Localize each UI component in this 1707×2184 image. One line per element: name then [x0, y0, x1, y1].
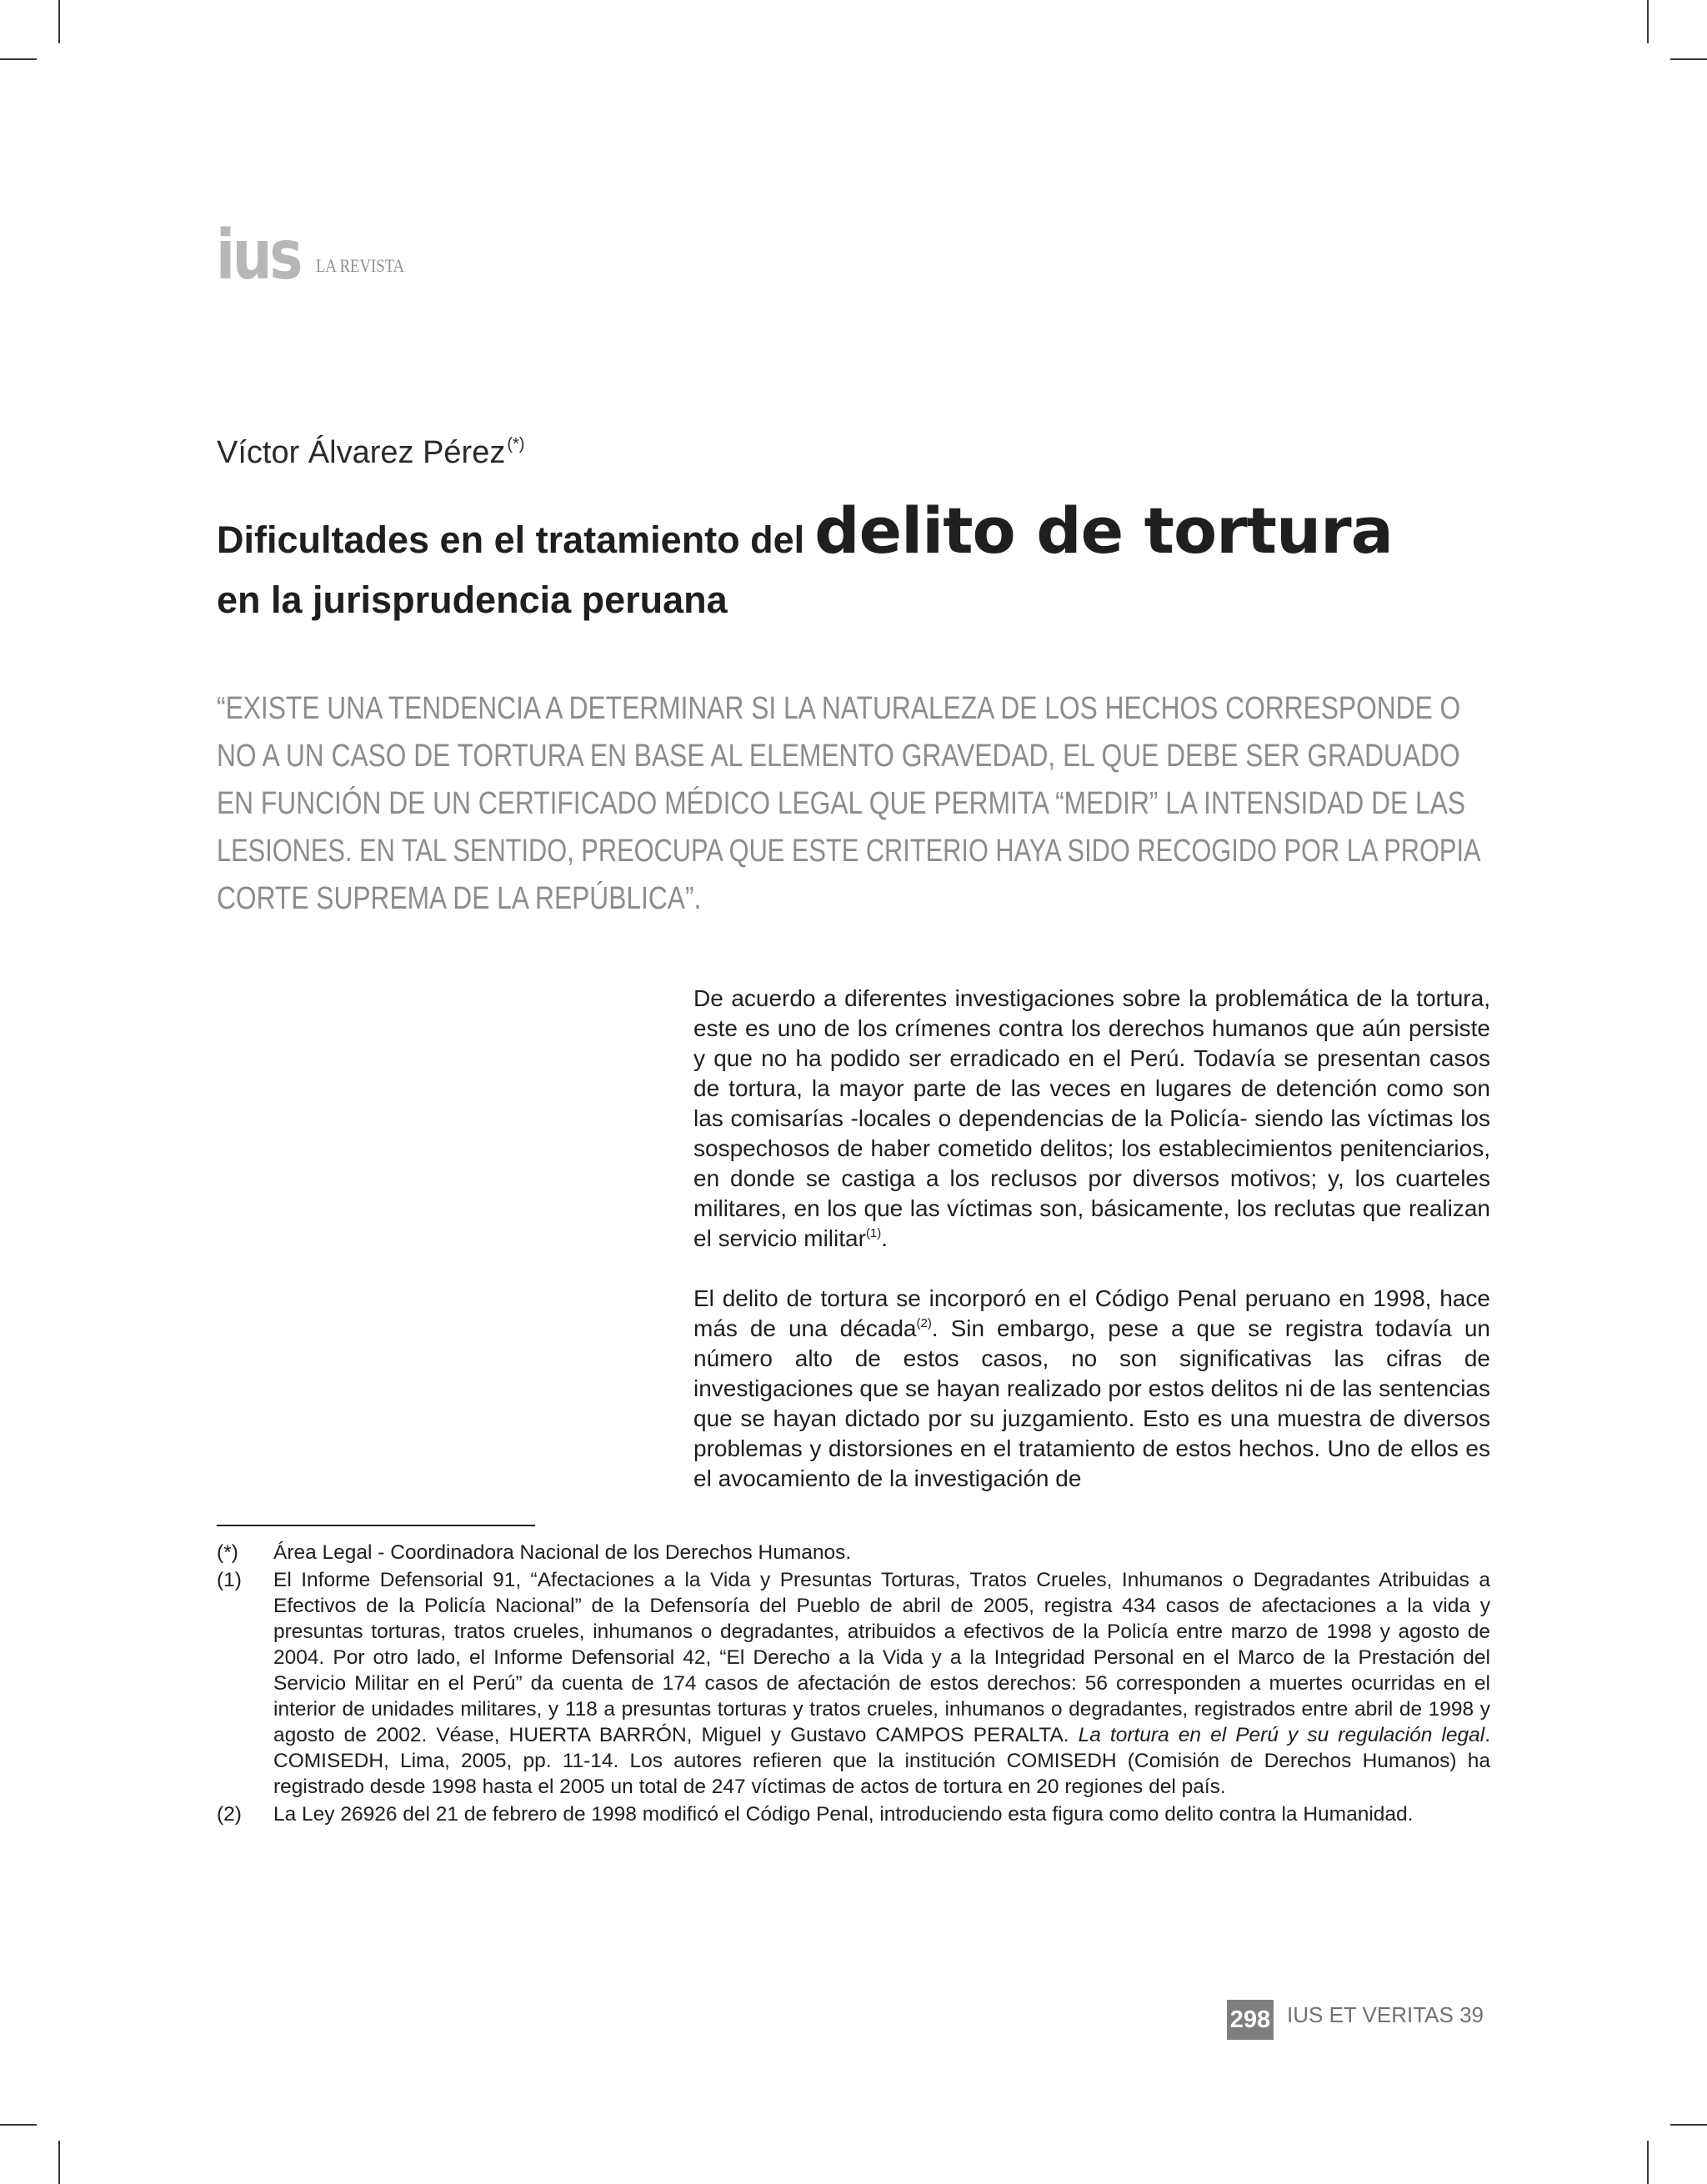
footnote-mark: (2): [217, 1803, 242, 1826]
paragraph-end: .: [881, 1225, 889, 1251]
logo-subtitle: LA REVISTA: [316, 255, 405, 276]
paragraph-text: . Sin embargo, pese a que se registra todavía un número alto de estos casos, no son significativas las cifras de investigaciones que se hayan realizado por estos delitos ni de las sentencias que se hayan dictado por su juzgamiento. Esto es una muestra de diversos problemas y distorsiones en el tratamiento de estos hechos. Uno de ellos es el avocamiento de la investigación de: [693, 1315, 1490, 1491]
pull-quote-line: EN FUNCIÓN DE UN CERTIFICADO MÉDICO LEGAL QUE PERMITA “MEDIR” LA INTENSIDAD DE LAS: [217, 786, 1465, 821]
author-note-mark: (*): [507, 435, 525, 453]
title-line-2: en la jurisprudencia peruana: [217, 579, 728, 621]
pull-quote-line: CORTE SUPREMA DE LA REPÚBLICA”.: [217, 881, 702, 916]
author-name: Víctor Álvarez Pérez: [217, 435, 506, 470]
crop-mark: [1670, 2124, 1707, 2126]
body-paragraph-1: [693, 984, 1490, 1254]
pull-quote-line: “EXISTE UNA TENDENCIA A DETERMINAR SI LA NATURALEZA DE LOS HECHOS CORRESPONDE O: [217, 691, 1461, 726]
footnote-1: [217, 1567, 1490, 1800]
footnote-rule: [217, 1525, 535, 1526]
footnotes: [217, 1540, 1490, 1829]
pull-quote: [217, 685, 1492, 923]
article-title: [217, 493, 1393, 568]
pull-quote-line: LESIONES. EN TAL SENTIDO, PREOCUPA QUE ESTE CRITERIO HAYA SIDO RECOGIDO POR LA PROPIA: [217, 834, 1481, 869]
logo-mark: ius: [216, 216, 301, 295]
footnote-text-part: El Informe Defensorial 91, “Afectaciones a la Vida y Presuntas Torturas, Tratos Crueles, Inhumanos o Degradantes Atribuidas a Efectivos de la Policía Nacional” de la Defensoría del Pueblo de abril de 2005, registra 434 casos de afectaciones a la vida y presuntas torturas, tratos crueles, inhumanos o degradantes, atribuidos a efectivos de la Policía entre marzo de 1998 y agosto de 2004. Por otro lado, el Informe Defensorial 42, “El Derecho a la Vida y a la Integridad Personal en el Marco de la Prestación del Servicio Militar en el Perú” da cuenta de 174 casos de afectación de estos derechos: 56 corresponden a muertes ocurridas en el interior de unidades militares, y 118 a presuntas torturas y tratos crueles, inhumanos o degradantes, registrados entre abril de 1998 y agosto de 2002. Véase, HUERTA BARRÓN, Miguel y Gustavo CAMPOS PERALTA.: [273, 1569, 1490, 1746]
pull-quote-line: NO A UN CASO DE TORTURA EN BASE AL ELEMENTO GRAVEDAD, EL QUE DEBE SER GRADUADO: [217, 739, 1460, 774]
crop-mark: [1647, 2141, 1649, 2184]
cited-book-title: La tortura en el Perú y su regulación legal: [1078, 1724, 1485, 1746]
paragraph-text: El delito de tortura se incorporó en el Código Penal peruano en 1998, hace más de una década: [693, 1285, 1490, 1341]
crop-mark: [0, 58, 37, 60]
footnote-mark: (1): [217, 1569, 242, 1591]
crop-mark: [58, 0, 60, 43]
footnote-author: [217, 1540, 1490, 1565]
footnote-text: La Ley 26926 del 21 de febrero de 1998 modificó el Código Penal, introduciendo esta figura como delito contra la Humanidad.: [273, 1803, 1414, 1826]
footnote-ref-2[interactable]: (2): [916, 1316, 932, 1330]
footnote-mark: (*): [217, 1541, 238, 1564]
page-number: 298: [1227, 2000, 1274, 2040]
crop-mark: [1670, 58, 1707, 60]
footnote-ref-1[interactable]: (1): [865, 1226, 882, 1240]
article-body: [693, 984, 1490, 1524]
crop-mark: [58, 2141, 60, 2184]
footnote-text: Área Legal - Coordinadora Nacional de los Derechos Humanos.: [273, 1541, 852, 1564]
title-part-1: Dificultades en el tratamiento del: [217, 518, 805, 561]
paragraph-text: De acuerdo a diferentes investigaciones sobre la problemática de la tortura, este es uno de los crímenes contra los derechos humanos que aún persiste y que no ha podido ser erradicado en el Perú. Todavía se presentan casos de tortura, la mayor parte de las veces en lugares de detención como son las comisarías -locales o dependencias de la Policía- siendo las víctimas los sospechosos de haber cometido delitos; los establecimientos penitenciarios, en donde se castiga a los reclusos por diversos motivos; y, los cuarteles militares, en los que las víctimas son, básicamente, los reclutas que realizan el servicio militar: [693, 985, 1490, 1251]
crop-mark: [0, 2124, 37, 2126]
body-paragraph-2: [693, 1284, 1490, 1494]
footnote-text: [273, 1567, 1490, 1800]
footnote-2: [217, 1801, 1490, 1827]
journal-name: IUS ET VERITAS 39: [1287, 2002, 1484, 2027]
crop-mark: [1647, 0, 1649, 43]
title-part-2: delito de tortura: [814, 493, 1393, 568]
footnote-text-part: . COMISEDH, Lima, 2005, pp. 11-14. Los autores refieren que la institución COMISEDH (Comisión de Derechos Humanos) ha registrado desde 1998 hasta el 2005 un total de 247 víctimas de actos de tortura en 20 regiones del país.: [273, 1724, 1490, 1798]
article-author: [217, 435, 524, 471]
